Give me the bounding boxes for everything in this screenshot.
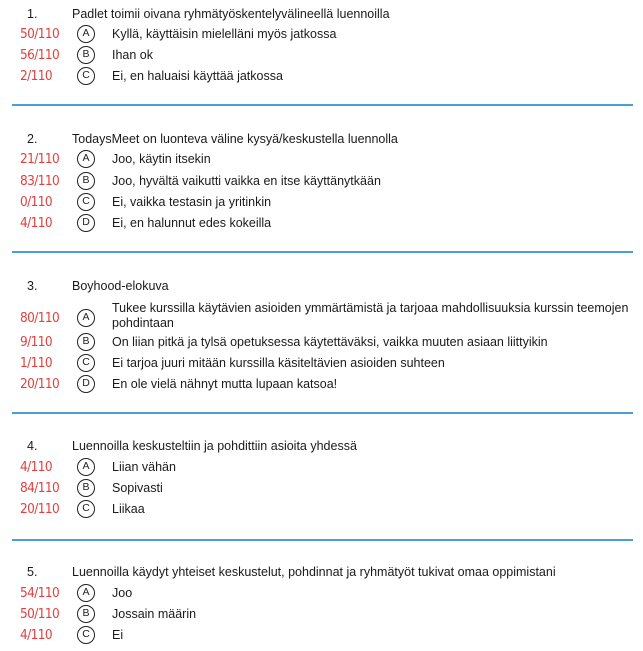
option-text: Ei [112,628,124,642]
option-letter-badge: C [77,354,95,372]
option-row [0,192,643,212]
question-text: TodaysMeet on luonteva väline kysyä/keskustella luennolla [72,132,398,146]
option-letter-badge: A [77,150,95,168]
option-count: 80/110 [20,310,60,326]
option-text: Ei, vaikka testasin ja yritinkin [112,195,272,209]
option-count: 4/110 [20,459,52,475]
option-row [0,332,643,352]
option-count: 83/110 [20,173,60,189]
option-count: 20/110 [20,376,60,392]
option-letter-badge: C [77,193,95,211]
option-letter-badge: B [77,333,95,351]
question-header [0,276,643,296]
option-row [0,353,643,373]
question-text: Padlet toimii oivana ryhmätyöskentelyvälineellä luennoilla [72,7,390,21]
option-count: 21/110 [20,151,60,167]
option-row [0,499,643,519]
question-header [0,129,643,149]
option-text: On liian pitkä ja tylsä opetuksessa käytettäväksi, vaikka muuten asiaan liittyikin [112,335,548,349]
option-letter-badge: C [77,67,95,85]
option-row [0,24,643,44]
option-text: Joo, hyvältä vaikutti vaikka en itse käyttänytkään [112,174,381,188]
option-count: 54/110 [20,585,60,601]
option-row [0,45,643,65]
option-text: Liian vähän [112,460,176,474]
option-letter-badge: B [77,605,95,623]
option-letter-badge: C [77,500,95,518]
question-header [0,436,643,456]
option-count: 9/110 [20,334,52,350]
option-count: 4/110 [20,627,52,643]
option-row [0,583,643,603]
option-count: 84/110 [20,480,60,496]
option-count: 0/110 [20,194,52,210]
question-header [0,4,643,24]
option-row [0,303,643,333]
option-row [0,66,643,86]
option-row [0,213,643,233]
option-letter-badge: C [77,626,95,644]
question-number: 5. [27,565,38,579]
option-count: 50/110 [20,606,60,622]
option-letter-badge: A [77,584,95,602]
question-number: 1. [27,7,38,21]
option-text: Joo [112,586,133,600]
option-text: Ei, en haluaisi käyttää jatkossa [112,69,283,83]
option-count: 56/110 [20,47,60,63]
section-divider [12,412,633,414]
option-count: 1/110 [20,355,52,371]
option-count: 50/110 [20,26,60,42]
option-text: Joo, käytin itsekin [112,152,211,166]
option-text: Ihan ok [112,48,154,62]
option-row [0,478,643,498]
option-text: Sopivasti [112,481,163,495]
section-divider [12,251,633,253]
section-divider [12,104,633,106]
option-text: Kyllä, käyttäisin mielelläni myös jatkossa [112,27,337,41]
section-divider [12,539,633,541]
option-text: Jossain määrin [112,607,197,621]
option-text: Tukee kurssilla käytävien asioiden ymmärtämistä ja tarjoaa mahdollisuuksia kurssin teemojen pohdintaan [112,301,629,330]
option-text: Ei tarjoa juuri mitään kurssilla käsiteltävien asioiden suhteen [112,356,445,370]
option-row [0,625,643,645]
option-row [0,149,643,169]
option-letter-badge: A [77,25,95,43]
option-row [0,604,643,624]
question-text: Boyhood-elokuva [72,279,169,293]
option-letter-badge: D [77,214,95,232]
question-number: 2. [27,132,38,146]
question-number: 4. [27,439,38,453]
option-letter-badge: A [77,458,95,476]
option-letter-badge: B [77,172,95,190]
question-header [0,562,643,582]
question-number: 3. [27,279,38,293]
option-letter-badge: D [77,375,95,393]
option-letter-badge: B [77,479,95,497]
question-text: Luennoilla käydyt yhteiset keskustelut, pohdinnat ja ryhmätyöt tukivat omaa oppimistani [72,565,556,579]
option-count: 2/110 [20,68,52,84]
option-count: 4/110 [20,215,52,231]
option-row [0,171,643,191]
question-text: Luennoilla keskusteltiin ja pohdittiin asioita yhdessä [72,439,357,453]
option-text: Ei, en halunnut edes kokeilla [112,216,272,230]
option-text: Liikaa [112,502,145,516]
option-letter-badge: B [77,46,95,64]
option-count: 20/110 [20,501,60,517]
option-row [0,374,643,394]
option-letter-badge: A [77,309,95,327]
option-row [0,457,643,477]
option-text: En ole vielä nähnyt mutta lupaan katsoa! [112,377,338,391]
